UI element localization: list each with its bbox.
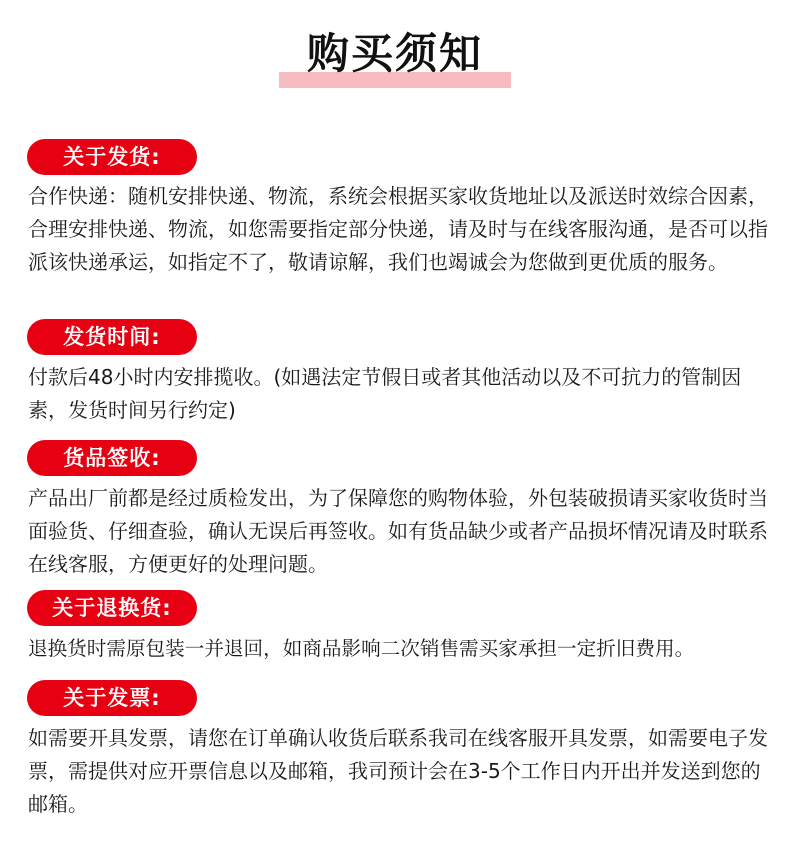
section-body-returns: 退换货时需原包装一并退回，如商品影响二次销售需买家承担一定折旧费用。 (28, 637, 695, 660)
section-body-shipping: 合作快递：随机安排快递、物流，系统会根据买家收货地址以及派送时效综合因素，合理安排快递、物流，如您需要指定部分快递，请及时与在线客服沟通，是否可以指派该快递承运，如指定不了，敬请谅解，我们也竭诚会为您做到更优质的服务。 (28, 184, 768, 274)
section-heading-returns: 关于退换货: (27, 590, 197, 626)
section-heading-shipping: 关于发货: (27, 139, 197, 175)
page-title: 购买须知 (306, 29, 483, 78)
page-header (0, 22, 790, 92)
section-body-invoice: 如需要开具发票，请您在订单确认收货后联系我司在线客服开具发票，如需要电子发票，需提供对应开票信息以及邮箱，我司预计会在3-5个工作日内开出并发送到您的邮箱。 (28, 726, 768, 816)
section-heading-invoice: 关于发票: (27, 680, 197, 716)
section-heading-receipt: 货品签收: (27, 440, 197, 476)
section-heading-shipping-time: 发货时间: (27, 319, 197, 355)
section-body-receipt: 产品出厂前都是经过质检发出，为了保障您的购物体验，外包装破损请买家收货时当面验货、仔细查验，确认无误后再签收。如有货品缺少或者产品损坏情况请及时联系在线客服，方便更好的处理问题。 (28, 486, 768, 576)
section-body-shipping-time: 付款后48小时内安排揽收。(如遇法定节假日或者其他活动以及不可抗力的管制因素，发货时间另行约定) (28, 365, 742, 422)
